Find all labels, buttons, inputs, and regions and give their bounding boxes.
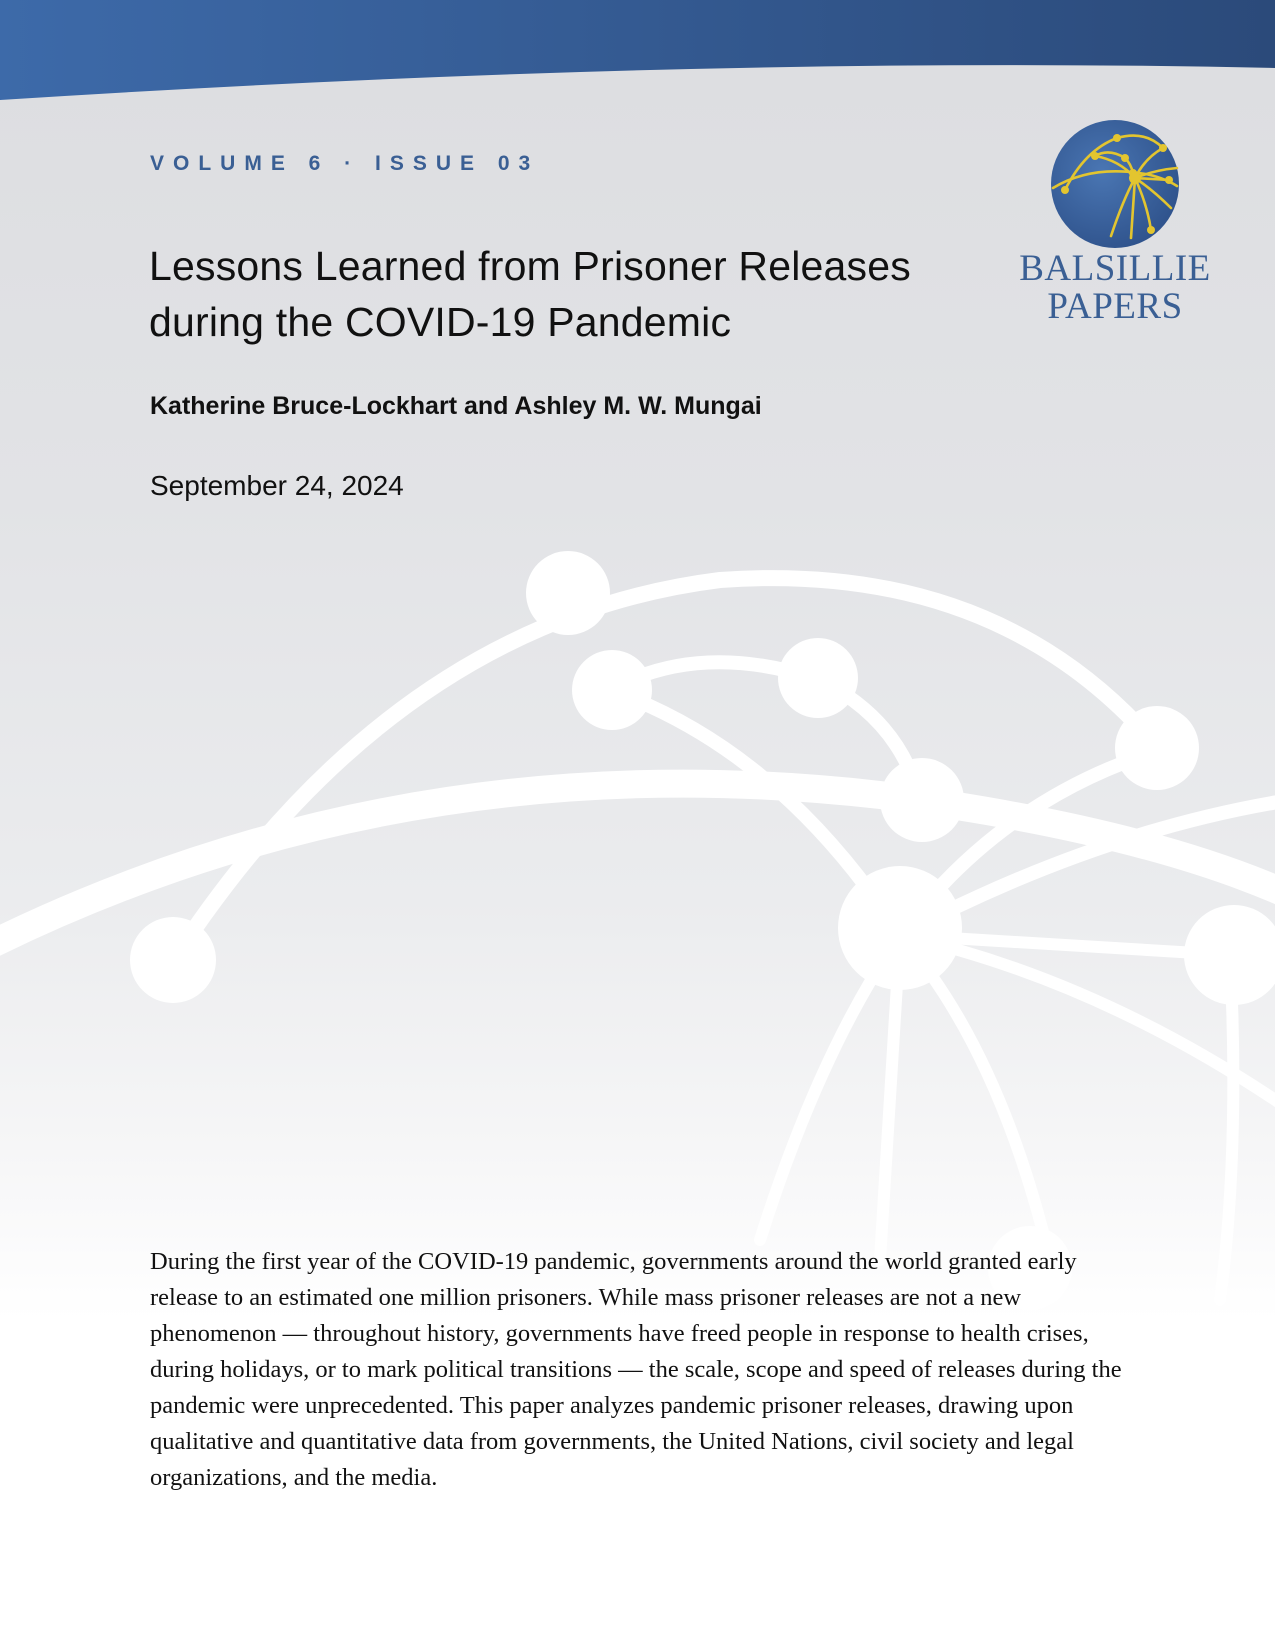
network-globe-icon	[1049, 118, 1181, 250]
abstract-paragraph: During the first year of the COVID-19 pandemic, governments around the world granted early release to an estimated one million prisoners. While mass prisoner releases are not a new phenomenon — throughout history, governments have freed people in response to health crises, during holidays, or to mark political transitions — the scale, scope and speed of releases during the pandemic were unprecedented. This paper analyzes pandemic prisoner releases, drawing upon qualitative and quantitative data from governments, the United Nations, civil society and legal organizations, and the media.	[150, 1248, 1122, 1491]
logo-wordmark-line-1: BALSILLIE	[1019, 248, 1211, 289]
paper-title: Lessons Learned from Prisoner Releases during the COVID-19 Pandemic	[149, 243, 911, 345]
logo-wordmark-line-2: PAPERS	[1047, 286, 1183, 327]
volume-issue-label: VOLUME 6 · ISSUE 03	[150, 152, 540, 175]
balsillie-papers-logo	[1010, 118, 1220, 326]
publication-date: September 24, 2024	[150, 470, 404, 501]
authors: Katherine Bruce-Lockhart and Ashley M. W. Mungai	[150, 392, 762, 420]
